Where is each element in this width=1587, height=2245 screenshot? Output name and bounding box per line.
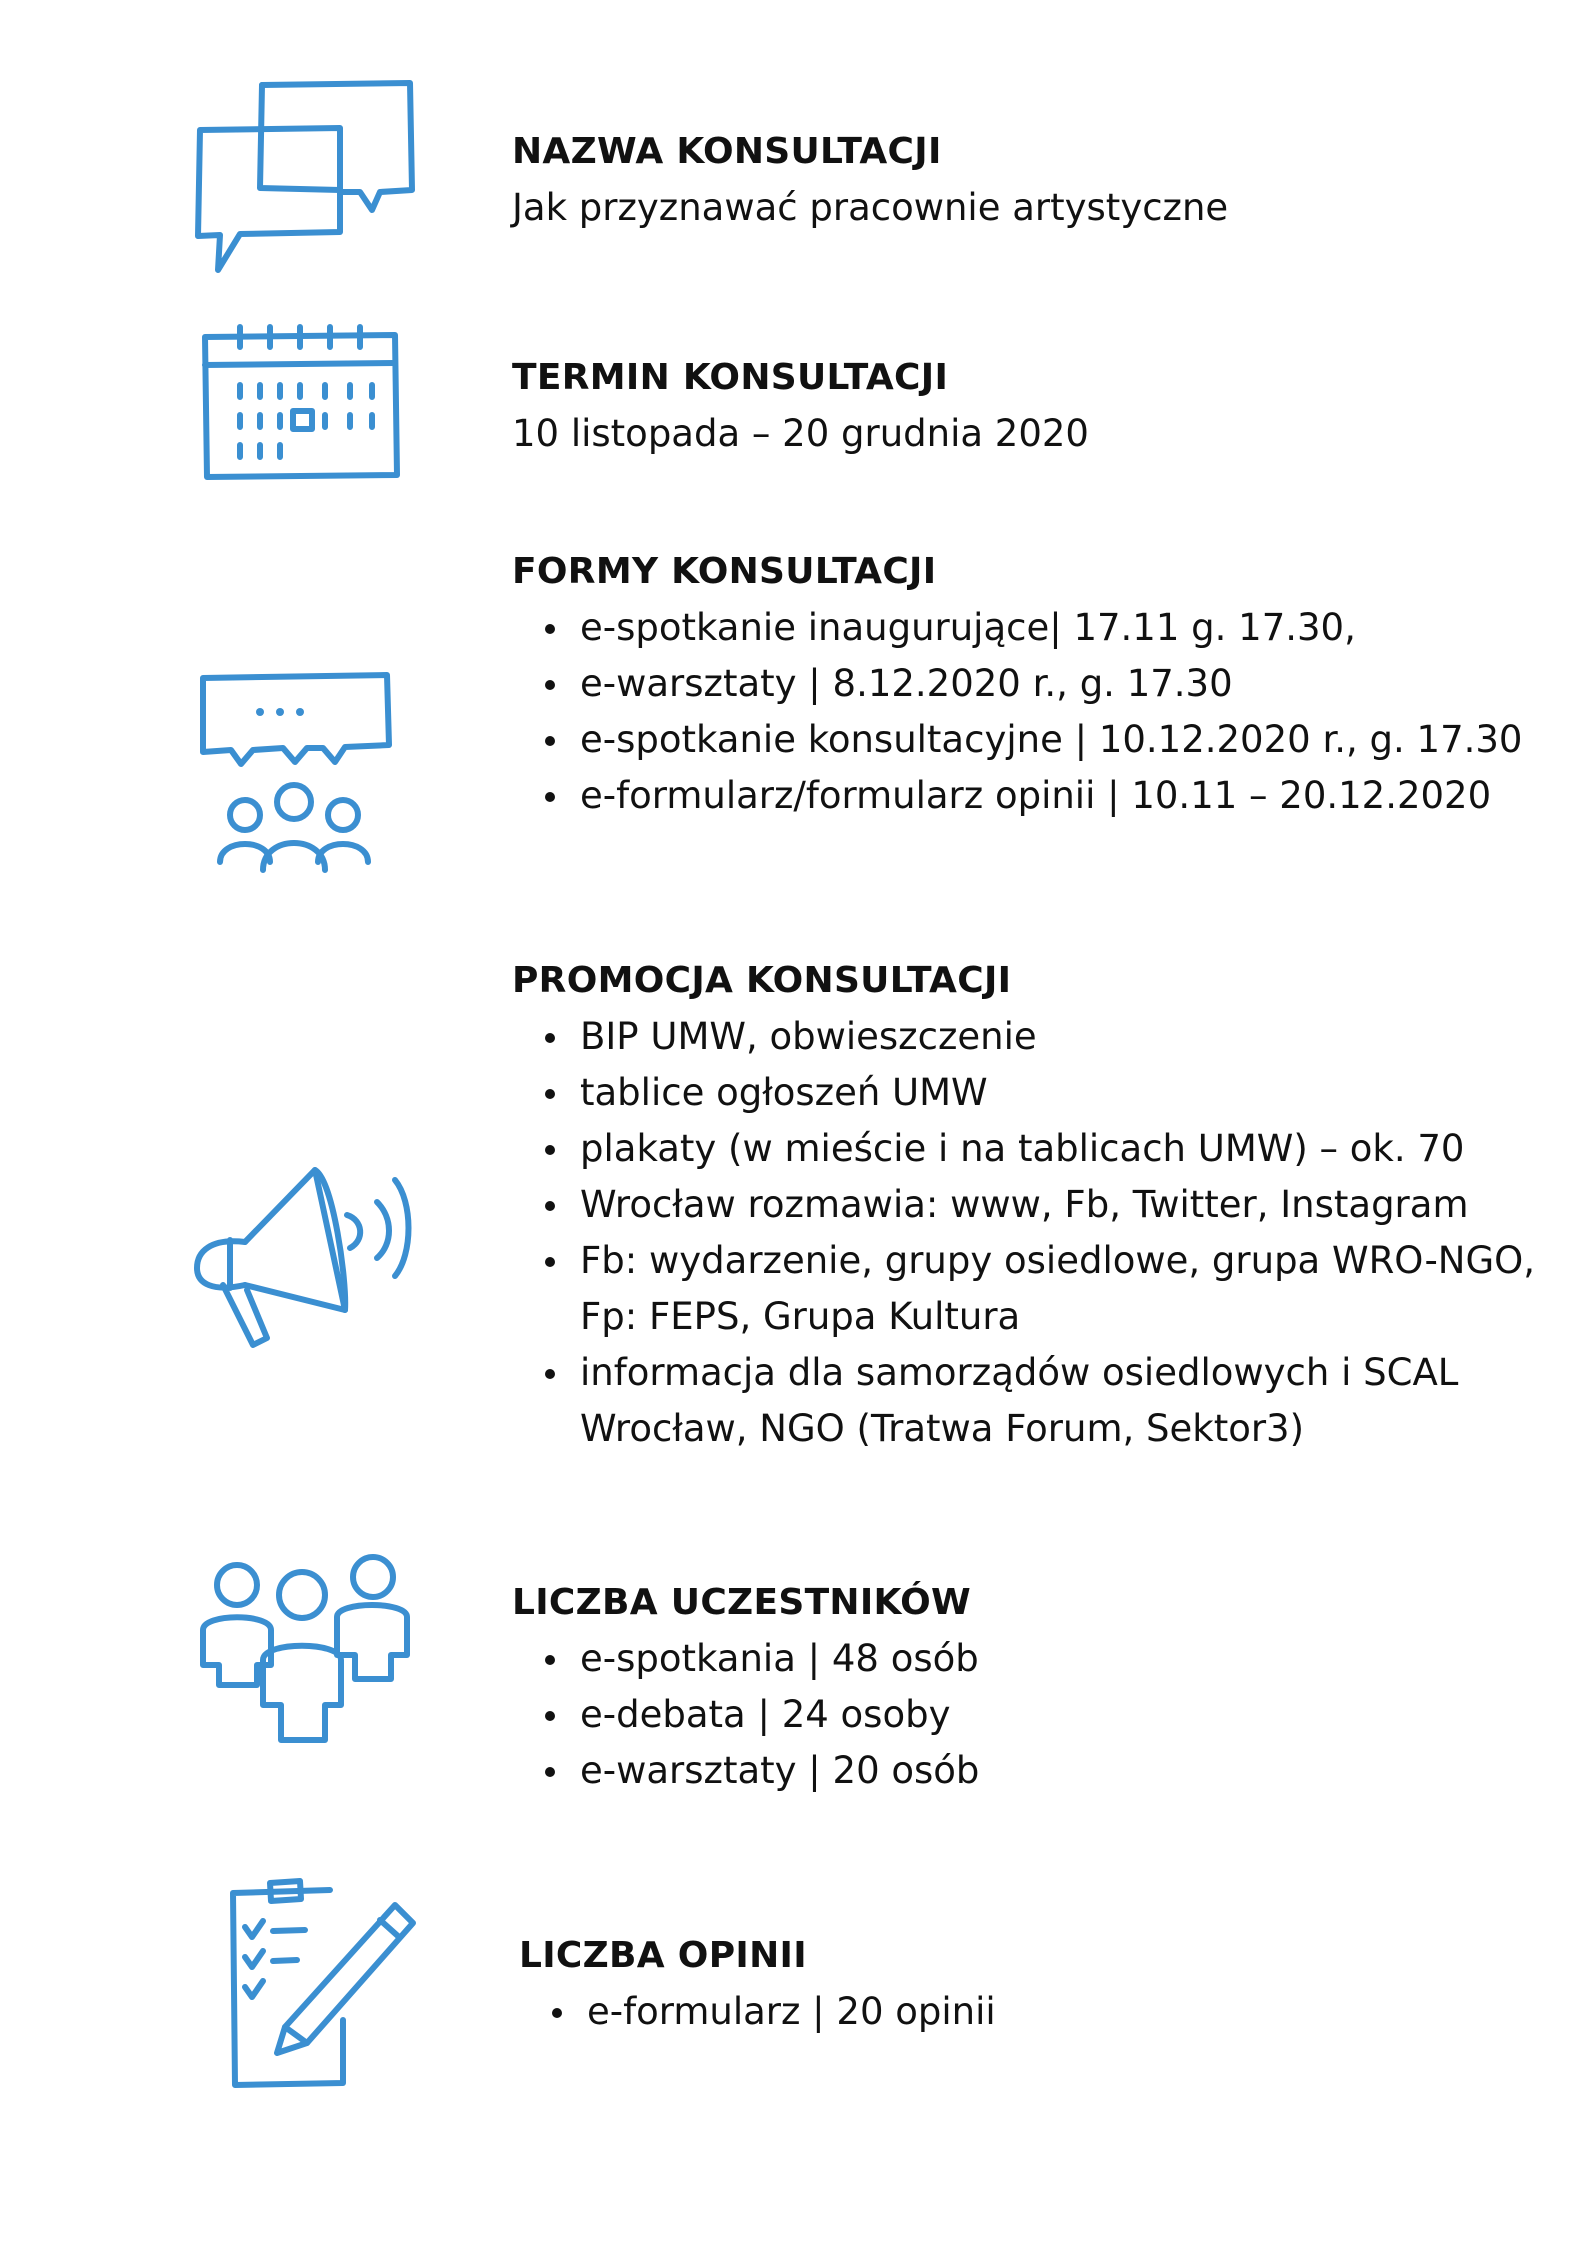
meeting-audience-icon: [195, 670, 395, 880]
list-item: BIP UMW, obwieszczenie: [512, 1009, 1562, 1065]
checklist-pencil-icon: [225, 1875, 425, 2095]
list-item: e-spotkanie inaugurujące| 17.11 g. 17.30,: [512, 600, 1572, 656]
list-item: e-spotkanie konsultacyjne | 10.12.2020 r., g. 17.30: [512, 712, 1572, 768]
section-title: NAZWA KONSULTACJI: [512, 131, 942, 172]
section-opinions-count: [519, 1928, 1579, 2040]
section-participants-count: [512, 1575, 1572, 1799]
section-consultation-forms: [512, 544, 1572, 824]
consultation-promotion-list: [512, 1009, 1562, 1457]
list-item: e-formularz | 20 opinii: [519, 1984, 1579, 2040]
chat-bubbles-icon: [190, 80, 420, 280]
list-item: plakaty (w mieście i na tablicach UMW) – ok. 70: [512, 1121, 1562, 1177]
list-item: e-formularz/formularz opinii | 10.11 – 20.12.2020: [512, 768, 1572, 824]
people-group-icon: [195, 1555, 410, 1755]
consultation-date-value: 10 listopada – 20 grudnia 2020: [512, 412, 1089, 455]
megaphone-icon: [185, 1160, 415, 1360]
opinions-list: [519, 1984, 1579, 2040]
section-consultation-name: [512, 124, 1572, 236]
list-item: e-debata | 24 osoby: [512, 1687, 1572, 1743]
list-item: e-warsztaty | 20 osób: [512, 1743, 1572, 1799]
section-title: FORMY KONSULTACJI: [512, 551, 937, 592]
consultation-name-value: Jak przyznawać pracownie artystyczne: [512, 186, 1229, 229]
section-consultation-promotion: [512, 953, 1562, 1457]
list-item: tablice ogłoszeń UMW: [512, 1065, 1562, 1121]
list-item: Wrocław rozmawia: www, Fb, Twitter, Instagram: [512, 1177, 1562, 1233]
calendar-icon: [200, 325, 400, 485]
list-item: e-spotkania | 48 osób: [512, 1631, 1572, 1687]
list-item: informacja dla samorządów osiedlowych i SCAL Wrocław, NGO (Tratwa Forum, Sektor3): [512, 1345, 1562, 1457]
section-title: PROMOCJA KONSULTACJI: [512, 960, 1012, 1001]
list-item: e-warsztaty | 8.12.2020 r., g. 17.30: [512, 656, 1572, 712]
section-title: LICZBA UCZESTNIKÓW: [512, 1582, 972, 1623]
section-consultation-date: [512, 350, 1572, 462]
participants-list: [512, 1631, 1572, 1799]
consultation-forms-list: [512, 600, 1572, 824]
list-item: Fb: wydarzenie, grupy osiedlowe, grupa WRO-NGO, Fp: FEPS, Grupa Kultura: [512, 1233, 1562, 1345]
section-title: TERMIN KONSULTACJI: [512, 357, 949, 398]
section-title: LICZBA OPINII: [519, 1935, 807, 1976]
